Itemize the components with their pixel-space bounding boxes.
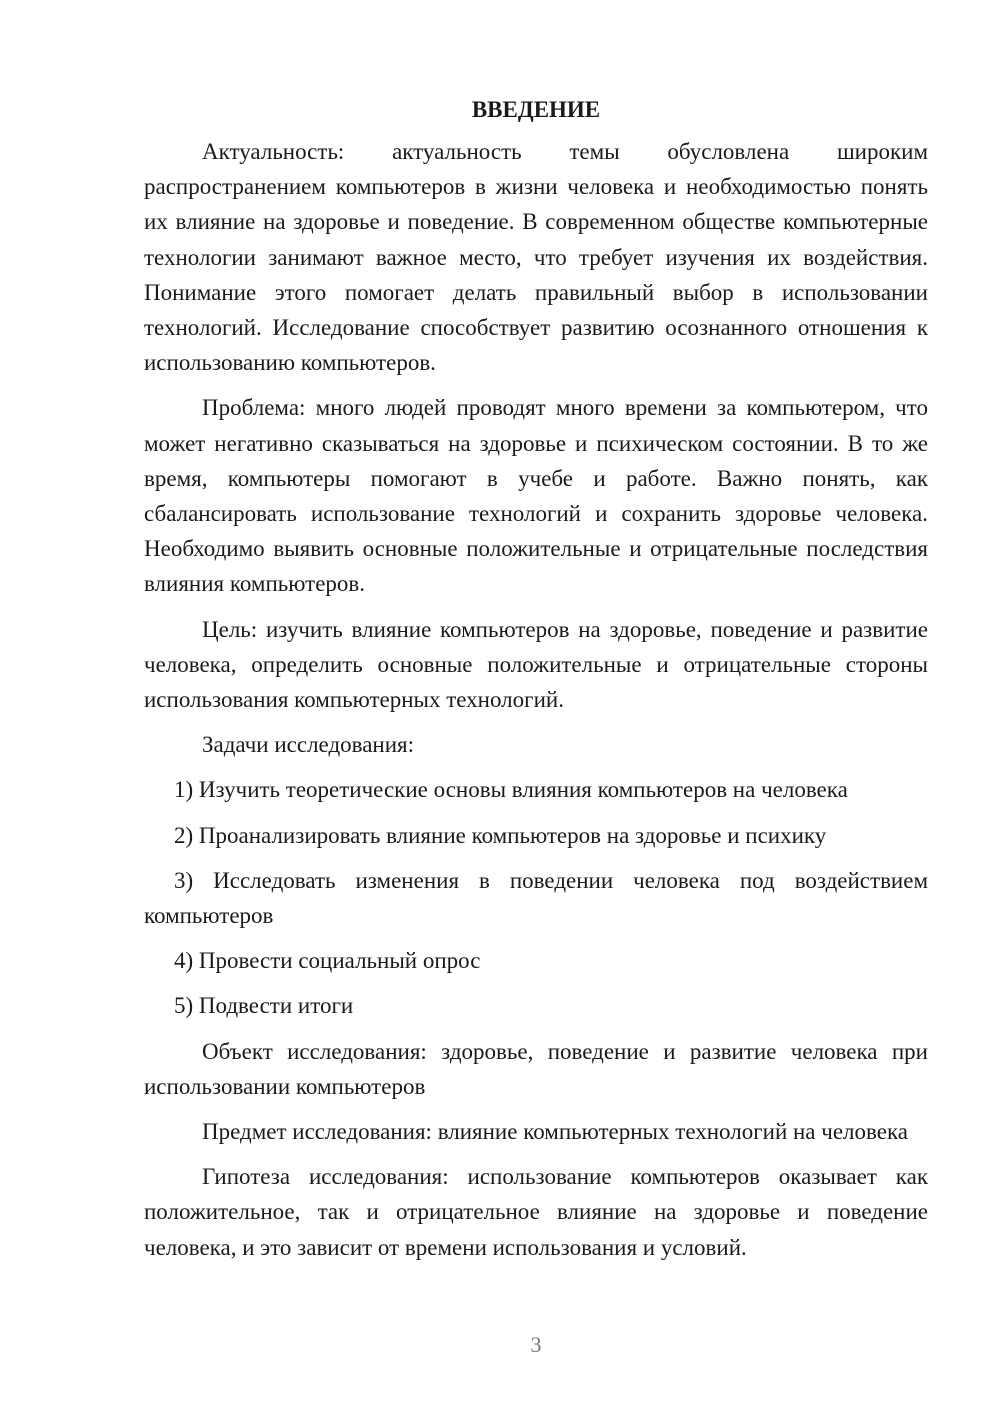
list-item: 4) Провести социальный опрос (174, 948, 481, 974)
tasks-list (144, 772, 928, 1023)
list-item: 5) Подвести итоги (174, 993, 354, 1019)
object-paragraph: Объект исследования: здоровье, поведение и развитие человека при использовании компьютеров (144, 1038, 928, 1099)
subject-paragraph: Предмет исследования: влияние компьютерных технологий на человека (202, 1119, 908, 1145)
document-page (144, 92, 928, 1265)
list-item: 3) Исследовать изменения в поведении человека под воздействием компьютеров (144, 867, 928, 929)
tasks-heading: Задачи исследования: (202, 732, 415, 758)
list-item: 2) Проанализировать влияние компьютеров на здоровье и психику (174, 822, 827, 848)
heading-spacer (144, 127, 928, 134)
problem-paragraph: Проблема: много людей проводят много времени за компьютером, что может негативно сказываться на здоровье и психическом состоянии. В то же время, компьютеры помогают в учебе и работе. Важно понять, как сбалансировать использование технологий и сохранить здоровье человека. Необходимо выявить основные положительные и отрицательные последствия влияния компьютеров. (144, 395, 928, 597)
page-number: 3 (530, 1332, 542, 1357)
goal-paragraph: Цель: изучить влияние компьютеров на здоровье, поведение и развитие человека, определить основные положительные и отрицательные стороны использования компьютерных технологий. (144, 616, 928, 713)
list-item: 1) Изучить теоретические основы влияния компьютеров на человека (174, 777, 848, 803)
page-title: ВВЕДЕНИЕ (471, 97, 601, 122)
relevance-paragraph: Актуальность: актуальность темы обусловлена широким распространением компьютеров в жизни человека и необходимостью понять их влияние на здоровье и поведение. В современном обществе компьютерные технологии занимают важное место, что требует изучения их воздействия. Понимание этого помогает делать правильный выбор в использовании технологий. Исследование способствует развитию осознанного отношения к использованию компьютеров. (144, 139, 928, 376)
hypothesis-paragraph: Гипотеза исследования: использование компьютеров оказывает как положительное, так и отрицательное влияние на здоровье и поведение человека, и это зависит от времени использования и условий. (144, 1164, 928, 1260)
